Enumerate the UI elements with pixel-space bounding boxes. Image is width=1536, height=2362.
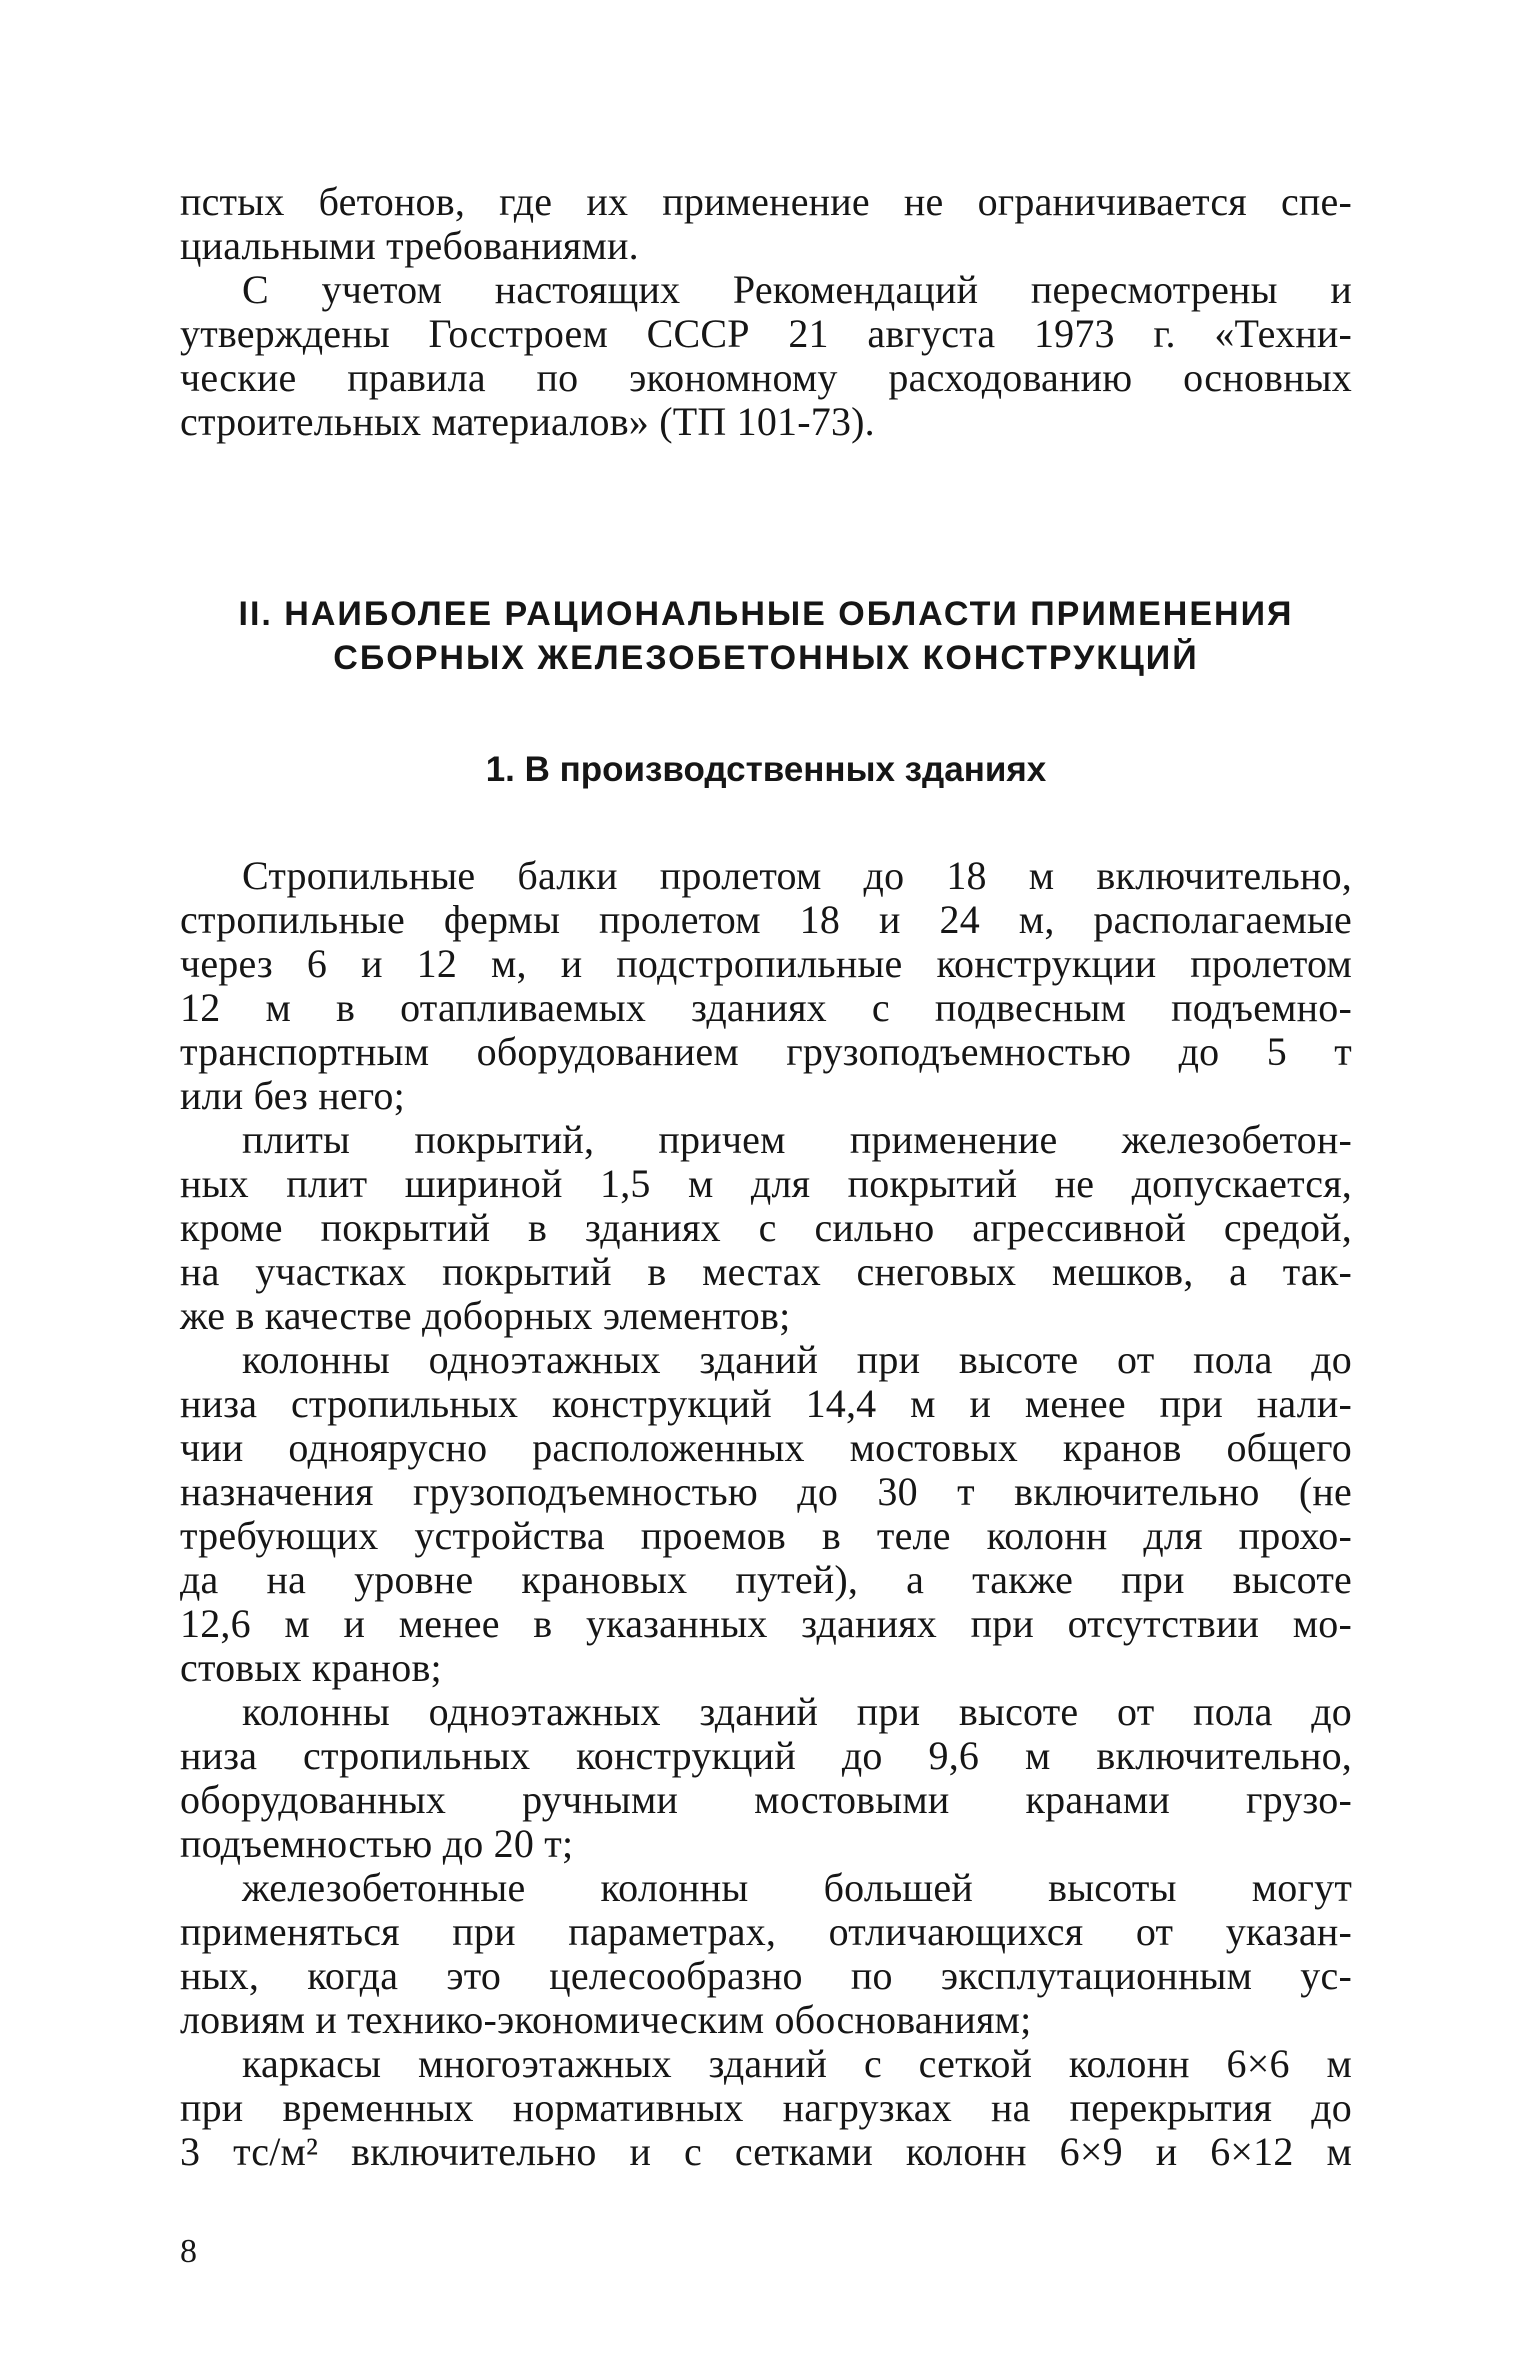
text-line: через 6 и 12 м, и подстропильные конструкции пролетом <box>180 941 1352 986</box>
text-line: 3 тс/м² включительно и с сетками колонн 6×9 и 6×12 м <box>180 2129 1352 2174</box>
text-line: железобетонные колонны большей высоты могут <box>242 1865 1352 1910</box>
text-line: ческие правила по экономному расходованию основных <box>180 355 1352 400</box>
paragraph-tall-columns <box>180 1866 1352 2042</box>
text-line: ных, когда это целесообразно по эксплутационным ус- <box>180 1953 1352 1998</box>
text-line: колонны одноэтажных зданий при высоте от пола до <box>242 1337 1352 1382</box>
page-number: 8 <box>180 2233 197 2270</box>
text-line: ловиям и технико-экономическим обоснованиям; <box>180 1997 1032 2042</box>
text-line: кроме покрытий в зданиях с сильно агрессивной средой, <box>180 1205 1352 1250</box>
page-body <box>180 180 1352 2174</box>
text-line: или без него; <box>180 1073 405 1118</box>
paragraph-rafter-beams <box>180 854 1352 1118</box>
text-line: транспортным оборудованием грузоподъемностью до 5 т <box>180 1029 1352 1074</box>
text-line: каркасы многоэтажных зданий с сеткой колонн 6×6 м <box>242 2041 1352 2086</box>
text-line: требующих устройства проемов в теле колонн для прохо- <box>180 1513 1352 1558</box>
text-line: на участках покрытий в местах снеговых мешков, а так- <box>180 1249 1352 1294</box>
text-line: циальными требованиями. <box>180 223 639 268</box>
text-line: назначения грузоподъемностью до 30 т включительно (не <box>180 1469 1352 1514</box>
section-heading-line: II. НАИБОЛЕЕ РАЦИОНАЛЬНЫЕ ОБЛАСТИ ПРИМЕНЕНИЯ <box>238 595 1294 633</box>
text-line: ных плит шириной 1,5 м для покрытий не допускается, <box>180 1161 1352 1206</box>
text-line: пстых бетонов, где их применение не ограничивается спе- <box>180 179 1352 224</box>
text-line: при временных нормативных нагрузках на перекрытия до <box>180 2085 1352 2130</box>
text-line: применяться при параметрах, отличающихся от указан- <box>180 1909 1352 1954</box>
text-line: утверждены Госстроем СССР 21 августа 1973 г. «Техни- <box>180 311 1352 356</box>
text-line: низа стропильных конструкций 14,4 м и менее при нали- <box>180 1381 1352 1426</box>
text-line: 12 м в отапливаемых зданиях с подвесным подъемно- <box>180 985 1352 1030</box>
paragraph-columns-14 <box>180 1338 1352 1690</box>
paragraph-frames <box>180 2042 1352 2174</box>
paragraph-roof-slabs <box>180 1118 1352 1338</box>
text-line: 12,6 м и менее в указанных зданиях при отсутствии мо- <box>180 1601 1352 1646</box>
text-line: строительных материалов» (ТП 101-73). <box>180 399 875 444</box>
text-line: чии одноярусно расположенных мостовых кранов общего <box>180 1425 1352 1470</box>
text-line: плиты покрытий, причем применение железобетон- <box>242 1117 1352 1162</box>
text-line: стропильные фермы пролетом 18 и 24 м, располагаемые <box>180 897 1352 942</box>
text-line: подъемностью до 20 т; <box>180 1821 574 1866</box>
text-line: стовых кранов; <box>180 1645 442 1690</box>
section-heading-line: СБОРНЫХ ЖЕЛЕЗОБЕТОННЫХ КОНСТРУКЦИЙ <box>333 639 1199 677</box>
text-line: С учетом настоящих Рекомендаций пересмотрены и <box>242 267 1352 312</box>
text-line: да на уровне крановых путей), а также при высоте <box>180 1557 1352 1602</box>
paragraph-columns-9 <box>180 1690 1352 1866</box>
text-line: оборудованных ручными мостовыми кранами грузо- <box>180 1777 1352 1822</box>
text-line: колонны одноэтажных зданий при высоте от пола до <box>242 1689 1352 1734</box>
text-line: низа стропильных конструкций до 9,6 м включительно, <box>180 1733 1352 1778</box>
subsection-heading: 1. В производственных зданиях <box>485 750 1047 789</box>
text-line: же в качестве доборных элементов; <box>180 1293 791 1338</box>
section-heading <box>180 592 1352 680</box>
intro-paragraph <box>180 180 1352 444</box>
text-line: Стропильные балки пролетом до 18 м включительно, <box>242 853 1352 898</box>
